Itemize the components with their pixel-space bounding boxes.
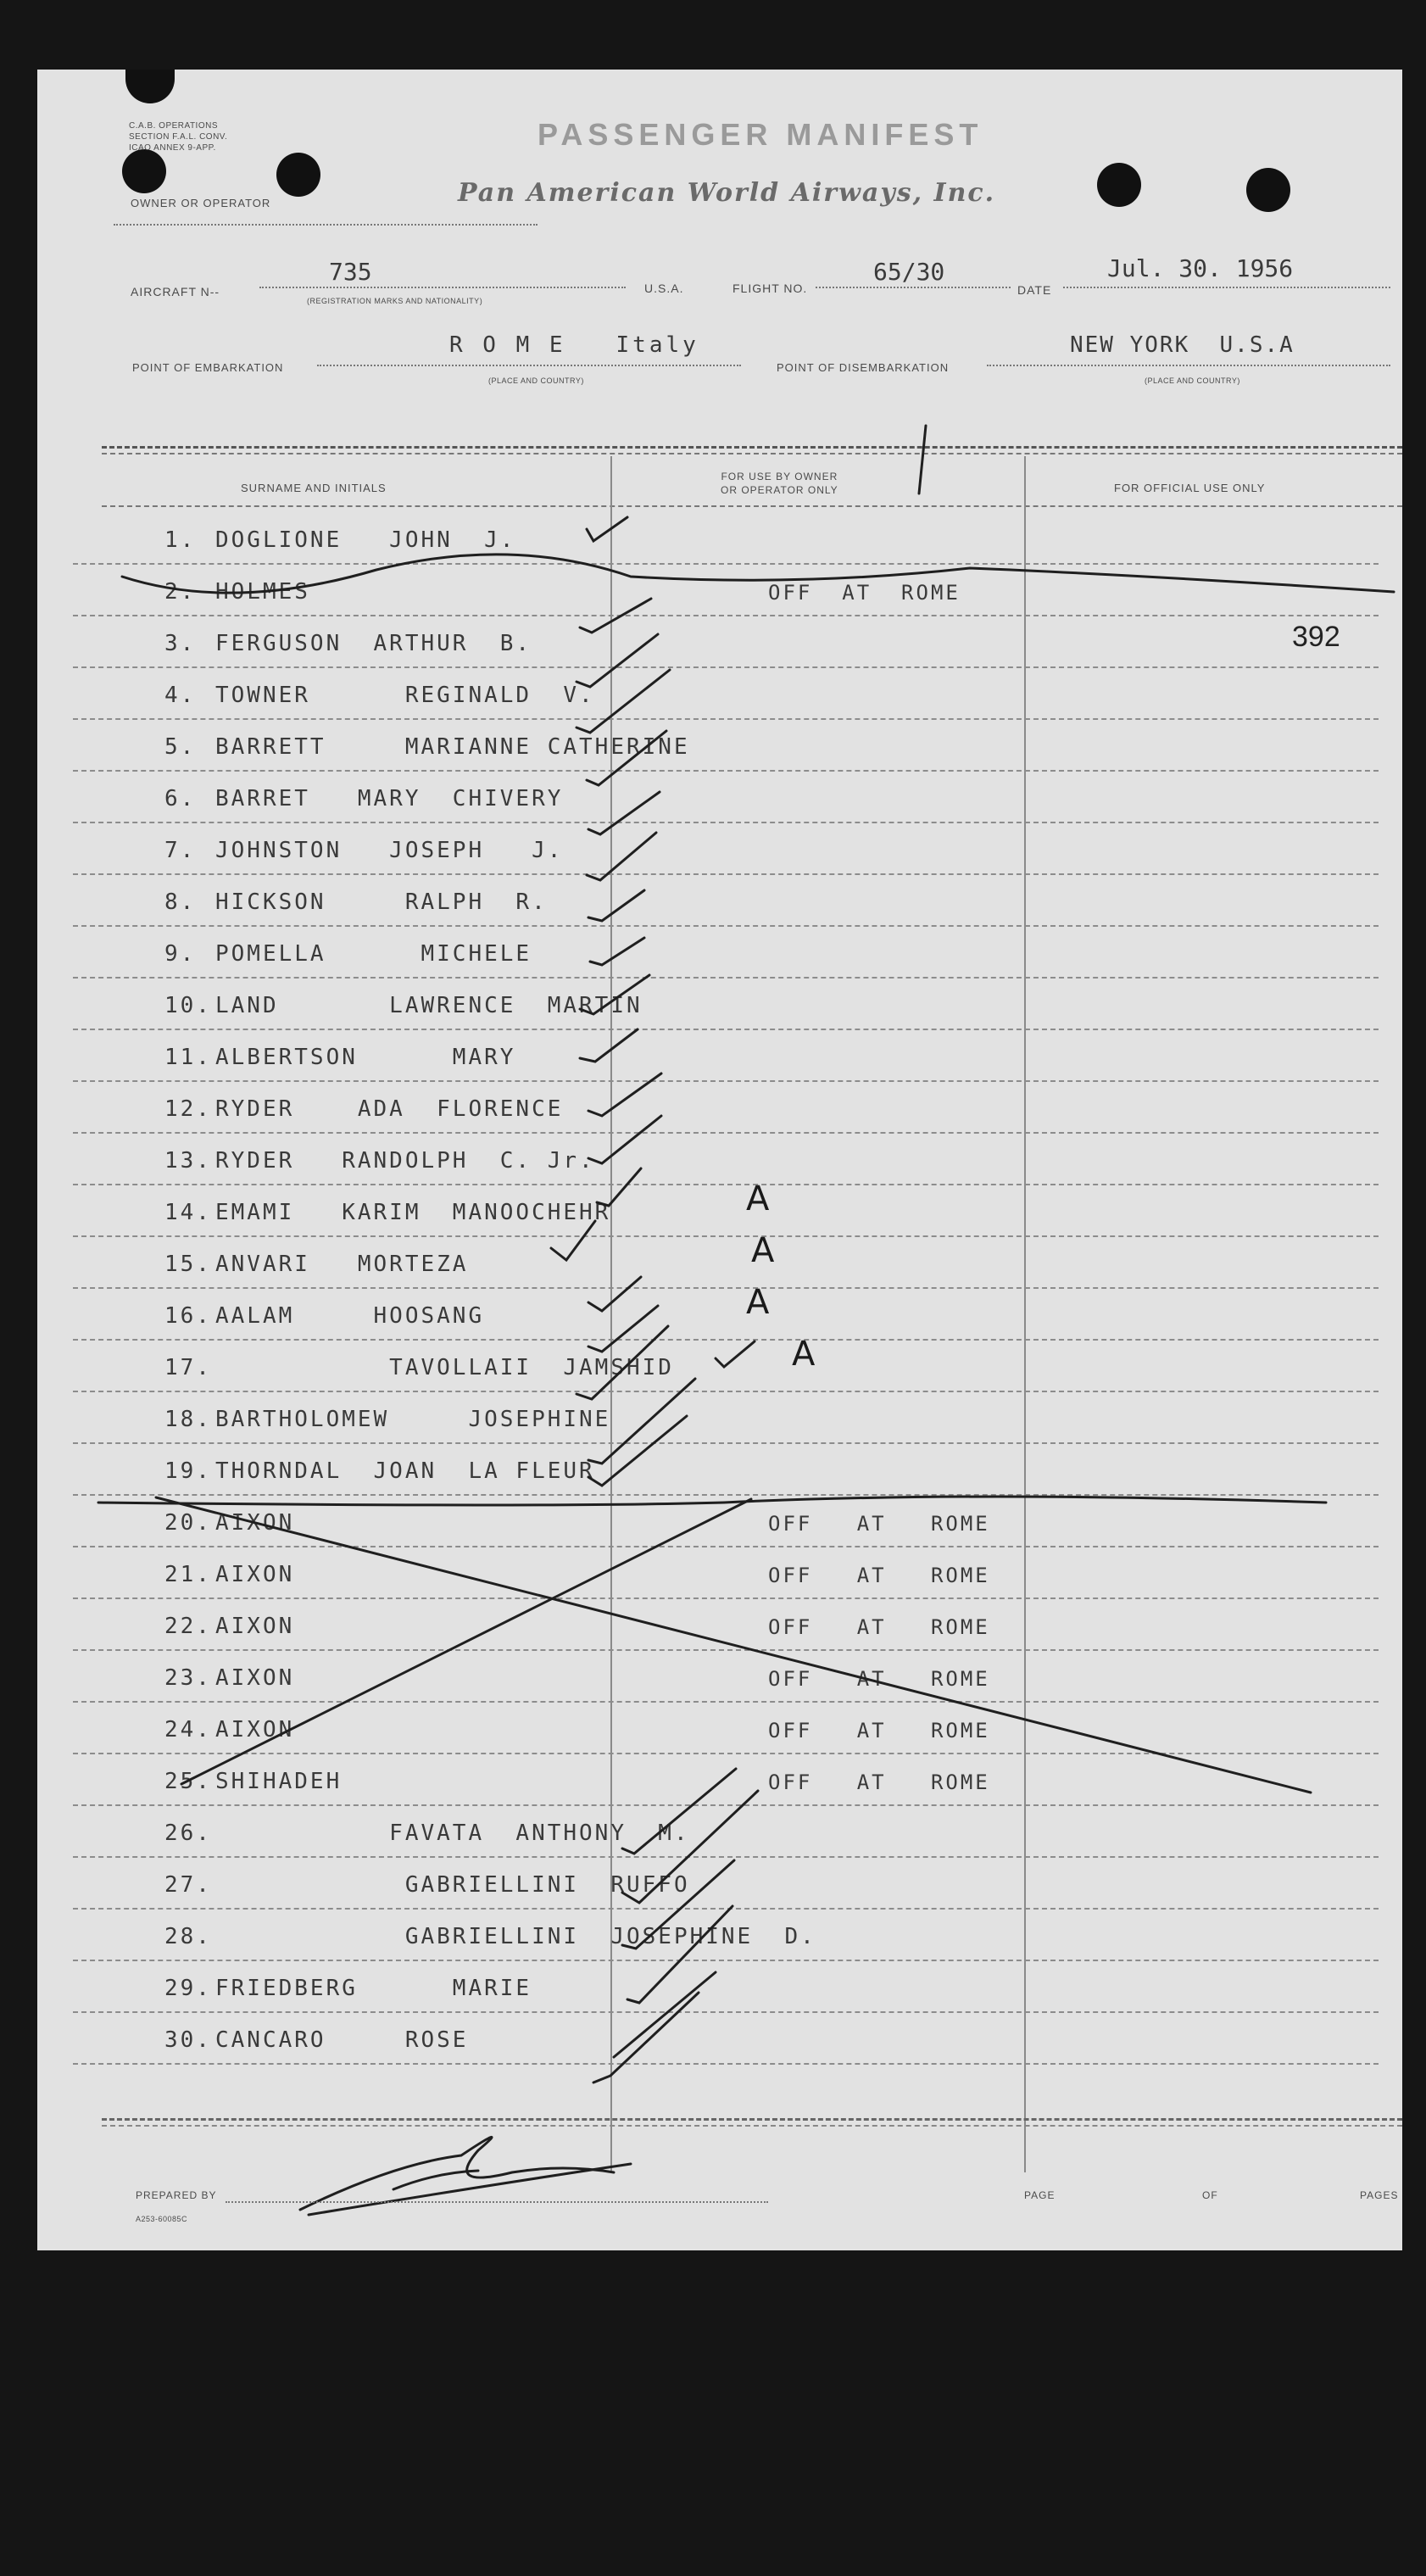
passenger-number: 8. (164, 889, 197, 915)
passenger-remark: OFF AT ROME (768, 1615, 990, 1639)
stamp-number: 392 (1292, 621, 1340, 653)
handwriting-layer (37, 70, 1402, 2250)
table-bottom-rule (102, 2118, 1402, 2121)
passenger-number: 10. (164, 993, 212, 1018)
passenger-name: HOLMES (215, 579, 310, 605)
passenger-name: EMAMI KARIM MANOOCHEHR (215, 1200, 611, 1225)
passenger-name: TOWNER REGINALD V. (215, 683, 595, 708)
handwritten-mark: A (792, 1335, 816, 1374)
passenger-name: BARRETT MARIANNE CATHERINE (215, 734, 690, 760)
check-mark (588, 1073, 661, 1116)
passenger-number: 29. (164, 1976, 212, 2001)
passenger-name: BARTHOLOMEW JOSEPHINE (215, 1407, 611, 1432)
passenger-name: AIXON (215, 1717, 295, 1742)
form-title: PASSENGER MANIFEST (538, 117, 983, 152)
passenger-number: 3. (164, 631, 197, 656)
passenger-number: 26. (164, 1820, 212, 1846)
passenger-name: AALAM HOOSANG (215, 1303, 485, 1329)
passenger-name: SHIHADEH (215, 1769, 343, 1794)
form-authority: C.A.B. OPERATIONS SECTION F.A.L. CONV. ICAO ANNEX 9-APP. (129, 121, 228, 153)
date-label: DATE (1017, 283, 1052, 297)
passenger-name: HICKSON RALPH R. (215, 889, 548, 915)
col-header-official: FOR OFFICIAL USE ONLY (1114, 482, 1266, 494)
passenger-name: CANCARO ROSE (215, 2027, 469, 2053)
passenger-number: 24. (164, 1717, 212, 1742)
passenger-remark: OFF AT ROME (768, 1512, 990, 1536)
check-mark (588, 1416, 687, 1486)
handwritten-mark: A (746, 1283, 770, 1322)
date-value: Jul. 30. 1956 (1107, 254, 1294, 282)
check-mark (577, 634, 658, 687)
flight-value: 65/30 (873, 258, 945, 286)
passenger-remark: OFF AT ROME (768, 1770, 990, 1794)
airline-name: Pan American World Airways, Inc. (458, 178, 996, 208)
check-mark (551, 1221, 595, 1260)
cross-line (181, 1499, 751, 1784)
embark-label: POINT OF EMBARKATION (132, 361, 284, 374)
check-mark (593, 1993, 699, 2083)
passenger-number: 2. (164, 579, 197, 605)
passenger-name: RYDER RANDOLPH C. Jr. (215, 1148, 595, 1174)
strike-line (122, 555, 1394, 593)
passenger-remark: OFF AT ROME (768, 1564, 990, 1587)
flight-label: FLIGHT NO. (732, 282, 808, 295)
passenger-name: THORNDAL JOAN LA FLEUR (215, 1458, 595, 1484)
passenger-name: FERGUSON ARTHUR B. (215, 631, 532, 656)
embark-caption: (PLACE AND COUNTRY) (488, 376, 584, 385)
form-code: A253-60085C (136, 2215, 188, 2223)
passenger-number: 21. (164, 1562, 212, 1587)
passenger-name: DOGLIONE JOHN J. (215, 527, 516, 553)
passenger-name: GABRIELLINI RUFFO (215, 1872, 690, 1898)
aircraft-label: AIRCRAFT N-- (131, 285, 220, 298)
prepared-by-line (226, 2201, 768, 2203)
passenger-name: ANVARI MORTEZA (215, 1252, 469, 1277)
passenger-number: 4. (164, 683, 197, 708)
passenger-number: 1. (164, 527, 197, 553)
passenger-name: AIXON (215, 1510, 295, 1536)
passenger-remark: OFF AT ROME (768, 581, 961, 605)
check-mark (590, 938, 644, 965)
registration-caption: (REGISTRATION MARKS AND NATIONALITY) (307, 297, 483, 305)
check-mark (580, 599, 651, 633)
cross-line (156, 1497, 1311, 1793)
check-mark (587, 517, 627, 541)
check-mark (597, 1168, 641, 1206)
passenger-name: FRIEDBERG MARIE (215, 1976, 532, 2001)
pen-mark (919, 426, 926, 493)
aircraft-value: 735 (329, 258, 372, 286)
pages-label: PAGES (1360, 2189, 1399, 2201)
passenger-number: 7. (164, 838, 197, 863)
page-label: PAGE (1024, 2189, 1056, 2201)
passenger-number: 23. (164, 1665, 212, 1691)
disembark-caption: (PLACE AND COUNTRY) (1145, 376, 1240, 385)
passenger-number: 30. (164, 2027, 212, 2053)
handwritten-mark: A (751, 1231, 775, 1270)
passenger-number: 19. (164, 1458, 212, 1484)
passenger-number: 6. (164, 786, 197, 811)
passenger-name: AIXON (215, 1614, 295, 1639)
passenger-name: BARRET MARY CHIVERY (215, 786, 564, 811)
passenger-number: 16. (164, 1303, 212, 1329)
passenger-name: LAND LAWRENCE MARTIN (215, 993, 643, 1018)
manifest-page (37, 70, 1402, 2250)
check-mark (587, 731, 666, 785)
check-mark (588, 792, 660, 834)
check-mark (580, 975, 649, 1014)
check-mark (622, 1769, 736, 1854)
passenger-name: JOHNSTON JOSEPH J. (215, 838, 564, 863)
disembark-value: NEW YORK U.S.A (1070, 332, 1295, 358)
check-mark (622, 1860, 734, 1949)
passenger-name: FAVATA ANTHONY M. (215, 1820, 690, 1846)
passenger-number: 5. (164, 734, 197, 760)
passenger-name: AIXON (215, 1562, 295, 1587)
passenger-number: 27. (164, 1872, 212, 1898)
prepared-by-label: PREPARED BY (136, 2189, 217, 2201)
strike-line (98, 1497, 1326, 1505)
check-mark (588, 1116, 661, 1163)
passenger-name: POMELLA MICHELE (215, 941, 532, 967)
country-label: U.S.A. (644, 282, 684, 295)
col-header-operator: FOR USE BY OWNER OR OPERATOR ONLY (721, 471, 838, 496)
passenger-number: 20. (164, 1510, 212, 1536)
passenger-number: 15. (164, 1252, 212, 1277)
check-mark (627, 1906, 732, 2003)
passenger-number: 14. (164, 1200, 212, 1225)
passenger-name: GABRIELLINI JOSEPHINE D. (215, 1924, 816, 1949)
embark-value: R O M E Italy (449, 332, 699, 358)
signature (300, 2137, 631, 2215)
passenger-number: 13. (164, 1148, 212, 1174)
owner-label: OWNER OR OPERATOR (131, 197, 271, 209)
passenger-number: 18. (164, 1407, 212, 1432)
check-mark (580, 1029, 638, 1062)
passenger-number: 25. (164, 1769, 212, 1794)
passenger-number: 28. (164, 1924, 212, 1949)
check-mark (577, 670, 670, 733)
passenger-number: 9. (164, 941, 197, 967)
check-mark (577, 1326, 668, 1399)
check-mark (614, 1972, 716, 2057)
passenger-name: RYDER ADA FLORENCE (215, 1096, 564, 1122)
passenger-remark: OFF AT ROME (768, 1719, 990, 1742)
passenger-name: TAVOLLAII JAMSHID (215, 1355, 674, 1380)
passenger-name: AIXON (215, 1665, 295, 1691)
passenger-number: 17. (164, 1355, 212, 1380)
handwritten-mark: A (746, 1179, 770, 1218)
of-label: OF (1202, 2189, 1218, 2201)
check-mark (716, 1341, 755, 1367)
passenger-number: 22. (164, 1614, 212, 1639)
col-header-surname: SURNAME AND INITIALS (241, 482, 387, 494)
passenger-number: 12. (164, 1096, 212, 1122)
check-mark (588, 890, 644, 921)
passenger-remark: OFF AT ROME (768, 1667, 990, 1691)
check-mark (587, 833, 656, 880)
passenger-name: ALBERTSON MARY (215, 1045, 516, 1070)
disembark-label: POINT OF DISEMBARKATION (777, 361, 950, 374)
check-mark (588, 1277, 641, 1311)
passenger-number: 11. (164, 1045, 212, 1070)
table-bottom-rule-2 (102, 2125, 1402, 2127)
